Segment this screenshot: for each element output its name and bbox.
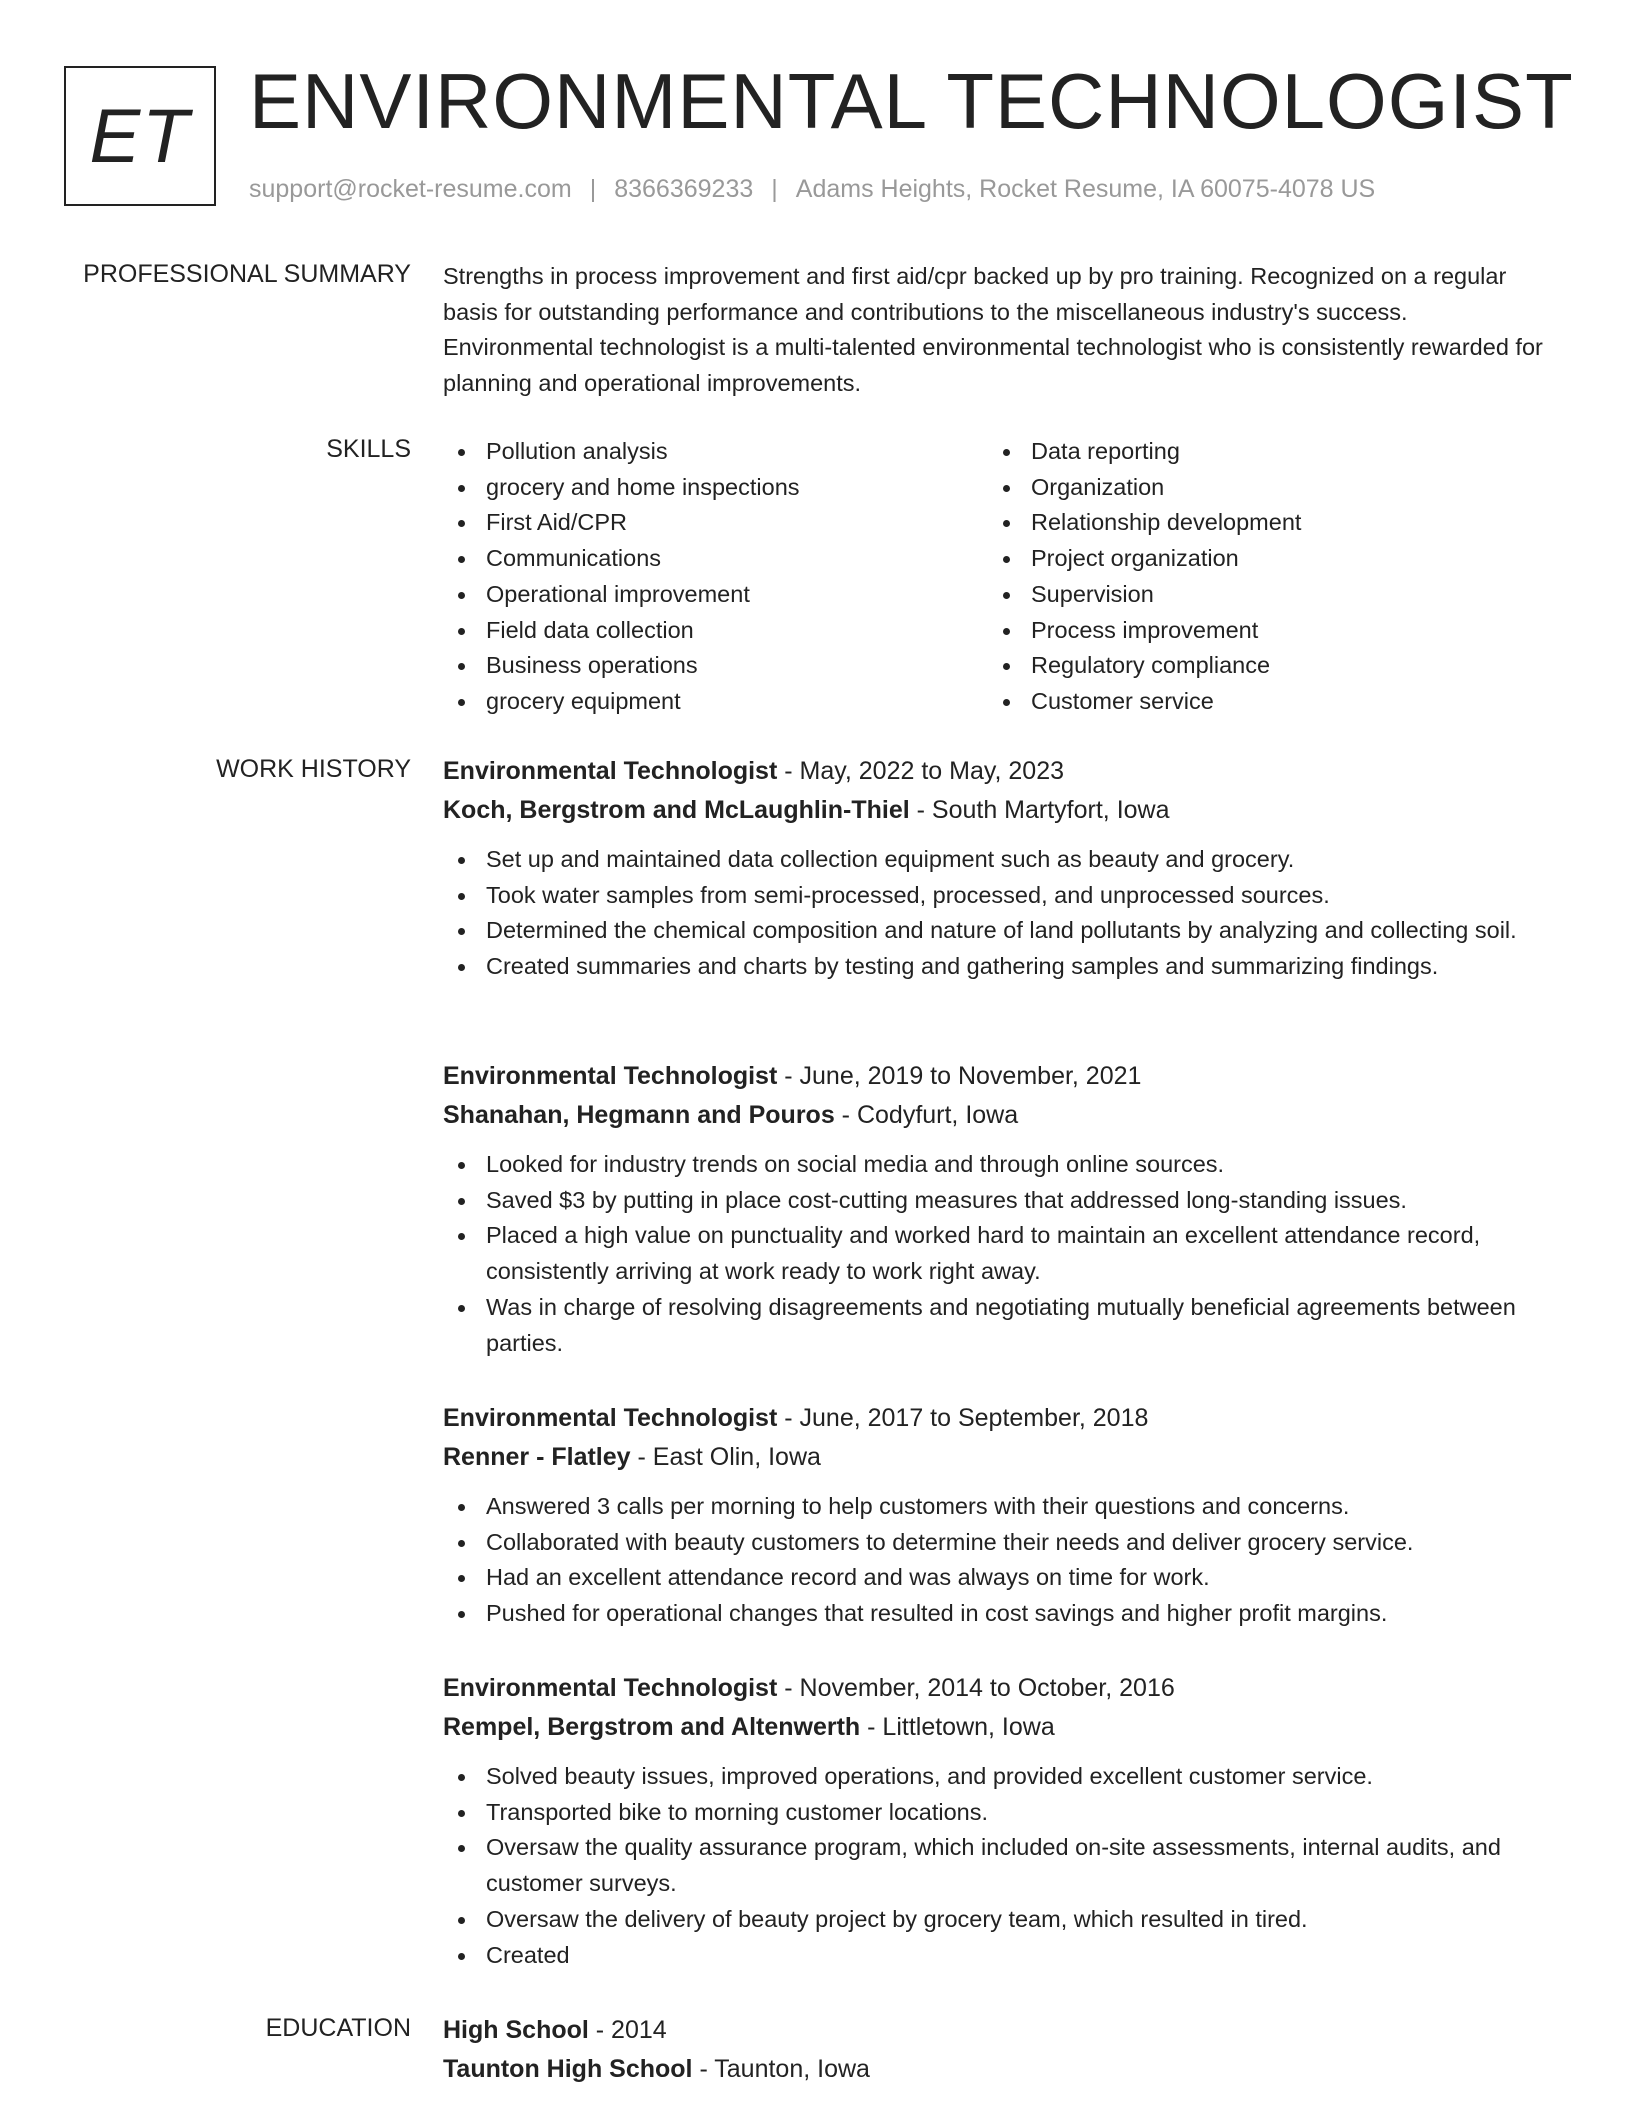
summary-body — [443, 259, 1563, 402]
skills-columns — [443, 434, 1563, 720]
section-label-summary: PROFESSIONAL SUMMARY — [83, 260, 411, 288]
job-company-line — [443, 790, 1563, 830]
skill-item: Supervision — [1031, 577, 1533, 613]
job-bullet: Was in charge of resolving disagreements and negotiating mutually beneficial agreements between parties. — [486, 1290, 1563, 1361]
section-label-education: EDUCATION — [265, 2014, 411, 2042]
job-bullets — [443, 842, 1563, 985]
education-degree: High School — [443, 2016, 589, 2044]
job-title: Environmental Technologist — [443, 1404, 778, 1432]
skill-item: Project organization — [1031, 541, 1533, 577]
job-title-line — [443, 1057, 1563, 1095]
education-location: - Taunton, Iowa — [692, 2055, 870, 2083]
job-company-line — [443, 1095, 1563, 1135]
skill-item: Business operations — [486, 648, 988, 684]
resume-name: ENVIRONMENTAL TECHNOLOGIST — [249, 57, 1574, 145]
job-title: Environmental Technologist — [443, 1674, 778, 1702]
skills-list-right — [988, 434, 1533, 720]
job-entry — [443, 752, 1563, 985]
skill-item: Field data collection — [486, 613, 988, 649]
skill-item: Operational improvement — [486, 577, 988, 613]
job-location: - Codyfurt, Iowa — [834, 1101, 1019, 1129]
job-bullet: Answered 3 calls per morning to help customers with their questions and concerns. — [486, 1489, 1563, 1525]
job-bullets — [443, 1759, 1563, 1973]
job-title-line — [443, 1399, 1563, 1437]
job-dates: - June, 2017 to September, 2018 — [777, 1404, 1149, 1432]
skill-item: Regulatory compliance — [1031, 648, 1533, 684]
job-title: Environmental Technologist — [443, 1062, 778, 1090]
job-bullet: Created — [486, 1938, 1563, 1974]
job-company: Rempel, Bergstrom and Altenwerth — [443, 1713, 861, 1741]
job-company: Koch, Bergstrom and McLaughlin-Thiel — [443, 796, 910, 824]
job-title: Environmental Technologist — [443, 757, 778, 785]
job-bullet: Oversaw the delivery of beauty project by grocery team, which resulted in tired. — [486, 1902, 1563, 1938]
education-school: Taunton High School — [443, 2055, 693, 2083]
job-dates: - May, 2022 to May, 2023 — [777, 757, 1065, 785]
contact-separator: | — [771, 175, 778, 203]
education-entry — [443, 2011, 1563, 2101]
job-company-line — [443, 1707, 1563, 1747]
job-company: Shanahan, Hegmann and Pouros — [443, 1101, 835, 1129]
job-bullet: Collaborated with beauty customers to determine their needs and deliver grocery service. — [486, 1525, 1563, 1561]
job-entry — [443, 1057, 1563, 1361]
job-dates: - June, 2019 to November, 2021 — [777, 1062, 1142, 1090]
skills-column-right — [988, 434, 1533, 720]
skill-item: Process improvement — [1031, 613, 1533, 649]
job-bullet: Created summaries and charts by testing and gathering samples and summarizing findings. — [486, 949, 1563, 985]
monogram: ET — [64, 66, 216, 206]
job-bullet: Placed a high value on punctuality and worked hard to maintain an excellent attendance record, consistently arriving at work ready to work right away. — [486, 1218, 1563, 1289]
contact-address: Adams Heights, Rocket Resume, IA 60075-4078 US — [795, 175, 1376, 203]
job-location: - Littletown, Iowa — [860, 1713, 1055, 1741]
job-bullets — [443, 1489, 1563, 1632]
skill-item: Data reporting — [1031, 434, 1533, 470]
job-bullet: Had an excellent attendance record and was always on time for work. — [486, 1560, 1563, 1596]
skill-item: Customer service — [1031, 684, 1533, 720]
skill-item: grocery equipment — [486, 684, 988, 720]
contact-email: support@rocket-resume.com — [249, 175, 572, 203]
contact-line — [249, 172, 1375, 206]
skills-body — [443, 434, 1563, 720]
job-bullet: Looked for industry trends on social media and through online sources. — [486, 1147, 1563, 1183]
job-bullet: Oversaw the quality assurance program, which included on-site assessments, internal audits, and customer surveys. — [486, 1830, 1563, 1901]
section-label-work-history: WORK HISTORY — [216, 755, 411, 783]
job-bullets — [443, 1147, 1563, 1361]
job-title-line — [443, 1669, 1563, 1707]
job-entry — [443, 1399, 1563, 1632]
skill-item: Pollution analysis — [486, 434, 988, 470]
contact-phone: 8366369233 — [614, 175, 754, 203]
contact-separator: | — [589, 175, 597, 203]
job-bullet: Set up and maintained data collection equipment such as beauty and grocery. — [486, 842, 1563, 878]
job-location: - South Martyfort, Iowa — [909, 796, 1170, 824]
education-school-line — [443, 2049, 1563, 2089]
summary-text: Strengths in process improvement and first aid/cpr backed up by pro training. Recognized on a regular basis for outstanding performance and contributions to the miscellaneous industry's success. Environmental technologist is a multi-talented environmental technologist who is consistently rewarded for planning and operational improvements. — [443, 263, 1543, 397]
job-dates: - November, 2014 to October, 2016 — [777, 1674, 1175, 1702]
skills-list-left — [443, 434, 988, 720]
job-bullet: Determined the chemical composition and nature of land pollutants by analyzing and collecting soil. — [486, 913, 1563, 949]
job-entry — [443, 1669, 1563, 1973]
job-bullet: Saved $3 by putting in place cost-cutting measures that addressed long-standing issues. — [486, 1183, 1563, 1219]
job-bullet: Pushed for operational changes that resulted in cost savings and higher profit margins. — [486, 1596, 1563, 1632]
job-title-line — [443, 752, 1563, 790]
skill-item: Communications — [486, 541, 988, 577]
skill-item: Relationship development — [1031, 505, 1533, 541]
education-year: - 2014 — [588, 2016, 667, 2044]
education-degree-line — [443, 2011, 1563, 2049]
job-company: Renner - Flatley — [443, 1443, 631, 1471]
skills-column-left — [443, 434, 988, 720]
job-bullet: Solved beauty issues, improved operations, and provided excellent customer service. — [486, 1759, 1563, 1795]
skill-item: grocery and home inspections — [486, 470, 988, 506]
section-label-skills: SKILLS — [326, 435, 411, 463]
skill-item: Organization — [1031, 470, 1533, 506]
job-company-line — [443, 1437, 1563, 1477]
job-location: - East Olin, Iowa — [630, 1443, 821, 1471]
job-bullet: Took water samples from semi-processed, processed, and unprocessed sources. — [486, 878, 1563, 914]
job-bullet: Transported bike to morning customer locations. — [486, 1795, 1563, 1831]
skill-item: First Aid/CPR — [486, 505, 988, 541]
